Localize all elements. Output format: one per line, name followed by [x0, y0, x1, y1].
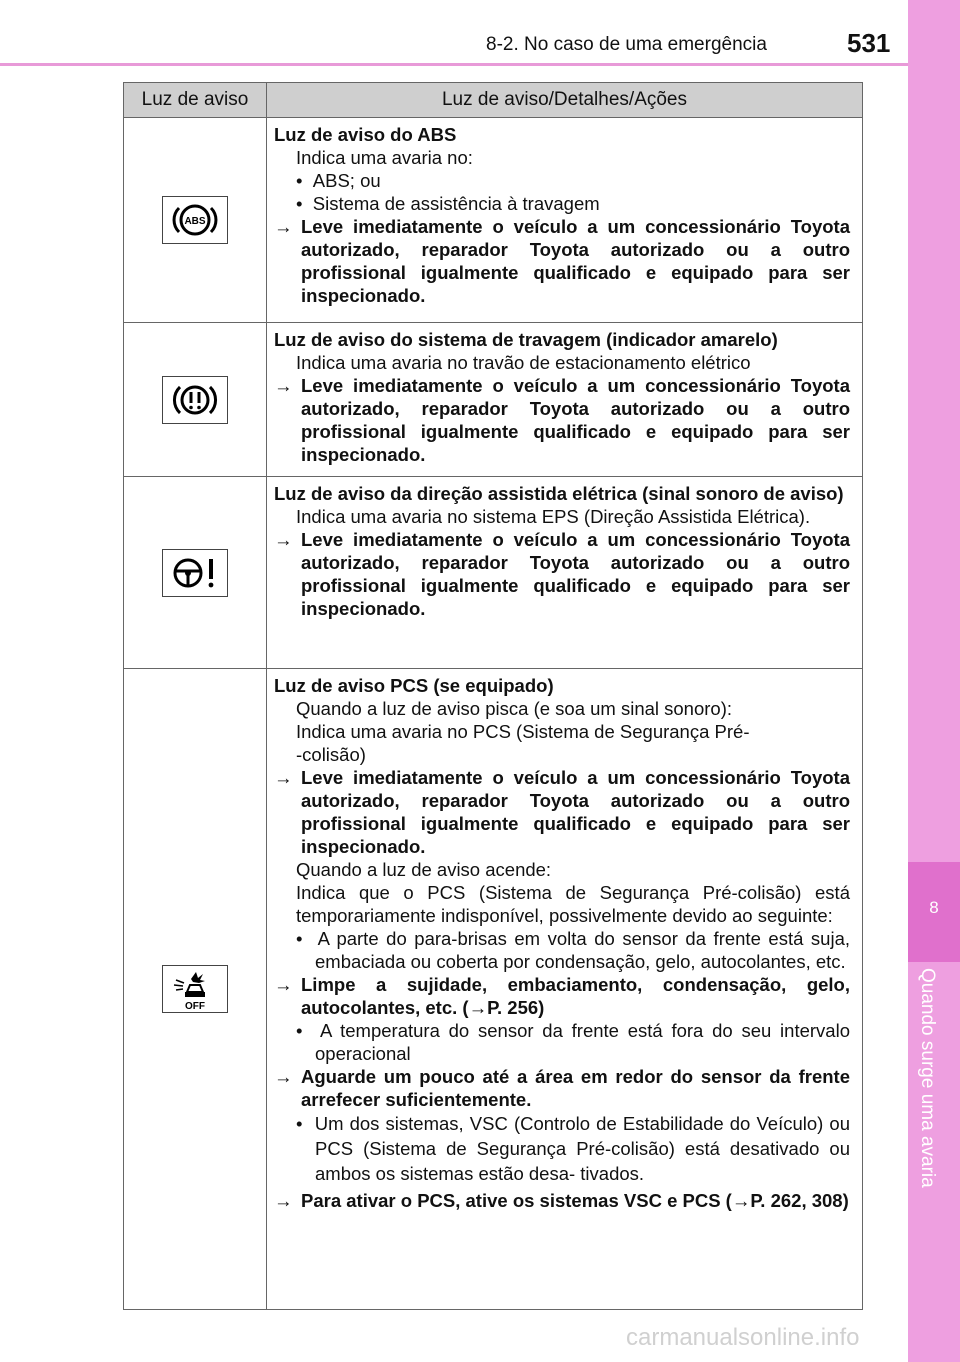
arrow-icon: →	[274, 529, 293, 550]
parking-brake-warning-icon	[162, 376, 228, 424]
bullet-item: • A parte do para-brisas em volta do sensor da frente está suja, embaciada ou coberta por condensação, gelo, autocolantes, etc.	[296, 928, 850, 972]
chapter-title: Quando surge uma avaria	[917, 968, 938, 1188]
arrow-icon: →	[274, 767, 293, 788]
table-row	[124, 669, 863, 1310]
table-row	[124, 477, 863, 669]
bullet-item: • A temperatura do sensor da frente está fora do seu intervalo operacional	[296, 1020, 850, 1064]
row-description: Indica uma avaria no sistema EPS (Direção Assistida Elétrica).	[296, 506, 811, 527]
table-row	[124, 118, 863, 323]
row-title: Luz de aviso da direção assistida elétrica (sinal sonoro de aviso)	[274, 483, 844, 504]
arrow-icon: →	[274, 216, 293, 237]
chapter-tab[interactable]	[908, 862, 960, 962]
row-description: Quando a luz de aviso acende:	[296, 859, 552, 880]
pcs-icon-label: OFF	[185, 1001, 205, 1012]
table-row	[124, 323, 863, 477]
row-description: Quando a luz de aviso pisca (e soa um sinal sonoro):	[296, 698, 733, 719]
watermark: carmanualsonline.info	[626, 1324, 860, 1351]
bullet-item: • ABS; ou	[296, 170, 381, 191]
row-description: Indica uma avaria no PCS (Sistema de Segurança Pré- -colisão)	[296, 721, 750, 765]
action-step: → Aguarde um pouco até a área em redor do sensor da frente arrefecer suficientemente.	[274, 1066, 850, 1110]
row-description: Indica uma avaria no:	[296, 147, 473, 168]
row-title: Luz de aviso do ABS	[274, 124, 457, 145]
row-description: Indica uma avaria no travão de estacionamento elétrico	[296, 352, 751, 373]
page-header	[0, 0, 908, 64]
row-title: Luz de aviso do sistema de travagem (indicador amarelo)	[274, 329, 778, 350]
warning-lights-table	[123, 82, 863, 1310]
bullet-item: • Sistema de assistência à travagem	[296, 193, 600, 214]
table-header-row	[124, 83, 863, 118]
action-step: → Limpe a sujidade, embaciamento, condensação, gelo, autocolantes, etc. (→P. 256)	[274, 974, 850, 1018]
page-number: 531	[847, 28, 891, 58]
row-title: Luz de aviso PCS (se equipado)	[274, 675, 554, 696]
arrow-icon: →	[274, 1190, 293, 1211]
column-header-icon: Luz de aviso	[124, 83, 267, 118]
row-description: Indica que o PCS (Sistema de Segurança Pré-colisão) está temporariamente indisponível, possivelmente devido ao seguinte:	[296, 882, 850, 926]
action-step: → Leve imediatamente o veículo a um concessionário Toyota autorizado, reparador Toyota autorizado ou a outro profissional igualmente qualificado e equipado para ser inspecionado.	[274, 767, 850, 857]
action-step: → Leve imediatamente o veículo a um concessionário Toyota autorizado, reparador Toyota autorizado ou a outro profissional igualmente qualificado e equipado para ser inspecionado.	[274, 375, 850, 465]
chapter-number: 8	[929, 898, 939, 917]
column-header-details: Luz de aviso/Detalhes/Ações	[267, 83, 863, 118]
eps-warning-icon	[162, 549, 228, 597]
arrow-icon: →	[274, 974, 293, 995]
bullet-item: • Um dos sistemas, VSC (Controlo de Estabilidade do Veículo) ou PCS (Sistema de Segurança Pré-colisão) está desativado ou ambos os sistemas estão desa- tivados.	[296, 1113, 850, 1184]
arrow-icon: →	[274, 375, 293, 396]
header-rule	[0, 63, 908, 66]
abs-icon-label: ABS	[184, 216, 206, 227]
arrow-icon: →	[274, 1066, 293, 1087]
section-title: 8-2. No caso de uma emergência	[486, 34, 767, 55]
action-step: → Leve imediatamente o veículo a um concessionário Toyota autorizado, reparador Toyota autorizado ou a outro profissional igualmente qualificado e equipado para ser inspecionado.	[274, 216, 850, 306]
action-step: → Para ativar o PCS, ative os sistemas VSC e PCS (→P. 262, 308)	[274, 1190, 849, 1211]
pcs-off-warning-icon	[162, 965, 228, 1013]
action-step: → Leve imediatamente o veículo a um concessionário Toyota autorizado, reparador Toyota autorizado ou a outro profissional igualmente qualificado e equipado para ser inspecionado.	[274, 529, 850, 619]
abs-warning-icon	[162, 196, 228, 244]
